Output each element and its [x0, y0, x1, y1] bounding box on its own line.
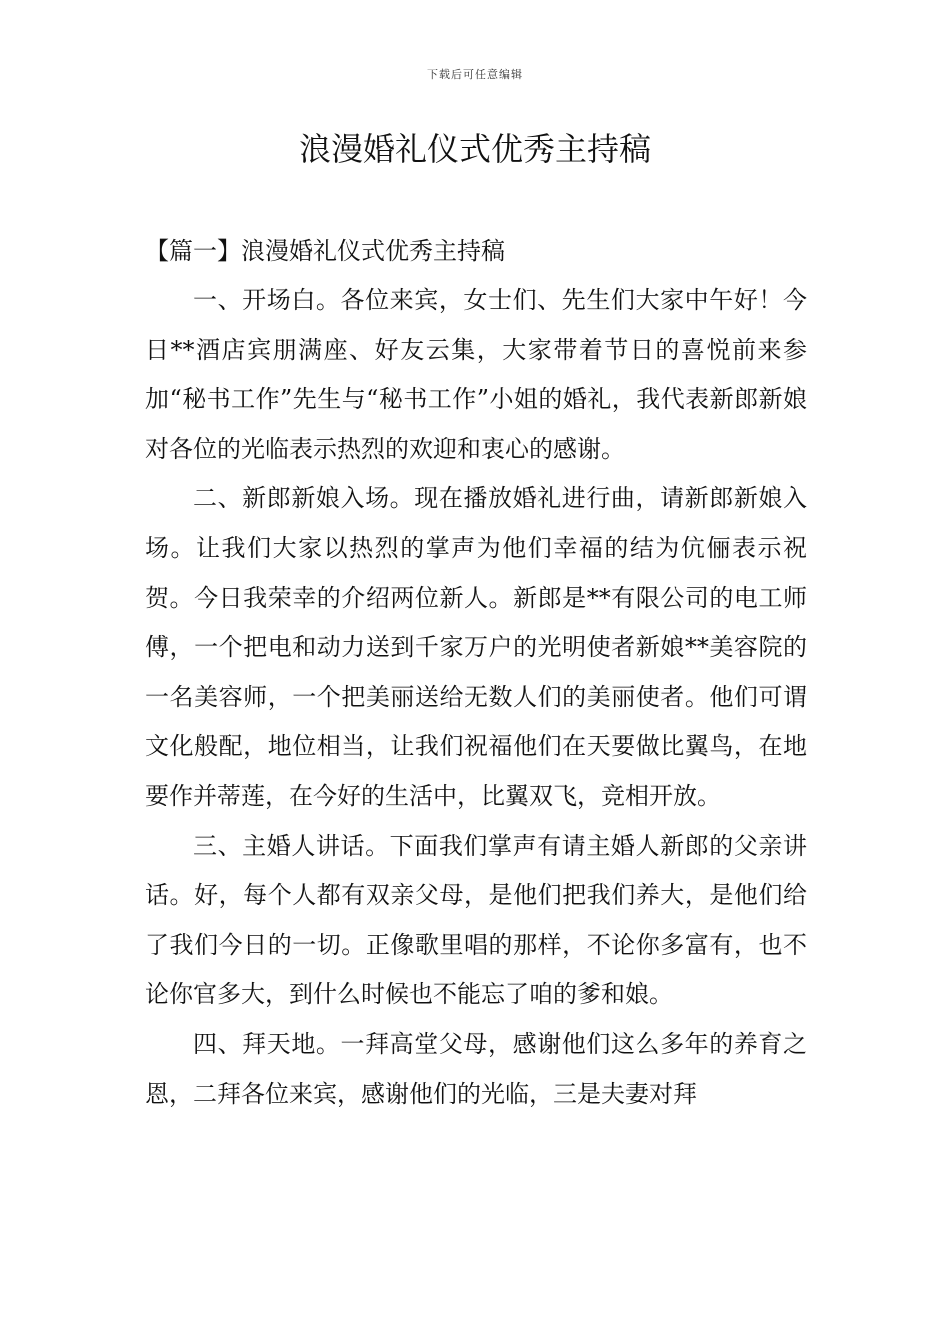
document-title: 浪漫婚礼仪式优秀主持稿 — [298, 130, 651, 168]
paragraph-bowing-ceremony: 四、拜天地。一拜高堂父母，感谢他们这么多年的养育之恩，二拜各位来宾，感谢他们的光临，三是夫妻对拜 — [145, 1029, 807, 1108]
paragraph-couple-entrance: 二、新郎新娘入场。现在播放婚礼进行曲，请新郎新娘入场。让我们大家以热烈的掌声为他们幸福的结为伉俪表示祝贺。今日我荣幸的介绍两位新人。新郎是**有限公司的电工师傅，一个把电和动力送到千家万户的光明使者新娘**美容院的一名美容师，一个把美丽送给无数人们的美丽使者。他们可谓文化般配，地位相当，让我们祝福他们在天要做比翼鸟，在地要作并蒂莲，在今好的生活中，比翼双飞，竞相开放。 — [145, 484, 807, 810]
paragraph-officiant-speech: 三、主婚人讲话。下面我们掌声有请主婚人新郎的父亲讲话。好，每个人都有双亲父母，是他们把我们养大，是他们给了我们今日的一切。正像歌里唱的那样，不论你多富有，也不论你官多大，到什么时候也不能忘了咱的爹和娘。 — [145, 831, 807, 1009]
header-note: 下载后可任意编辑 — [427, 68, 523, 81]
section-heading: 【篇一】浪漫婚礼仪式优秀主持稿 — [145, 237, 505, 265]
paragraph-opening-remarks: 一、开场白。各位来宾，女士们、先生们大家中午好！今日**酒店宾朋满座、好友云集，大家带着节日的喜悦前来参加“秘书工作”先生与“秘书工作”小姐的婚礼，我代表新郎新娘对各位的光临表示热烈的欢迎和衷心的感谢。 — [145, 286, 807, 463]
document-body — [145, 226, 807, 1119]
